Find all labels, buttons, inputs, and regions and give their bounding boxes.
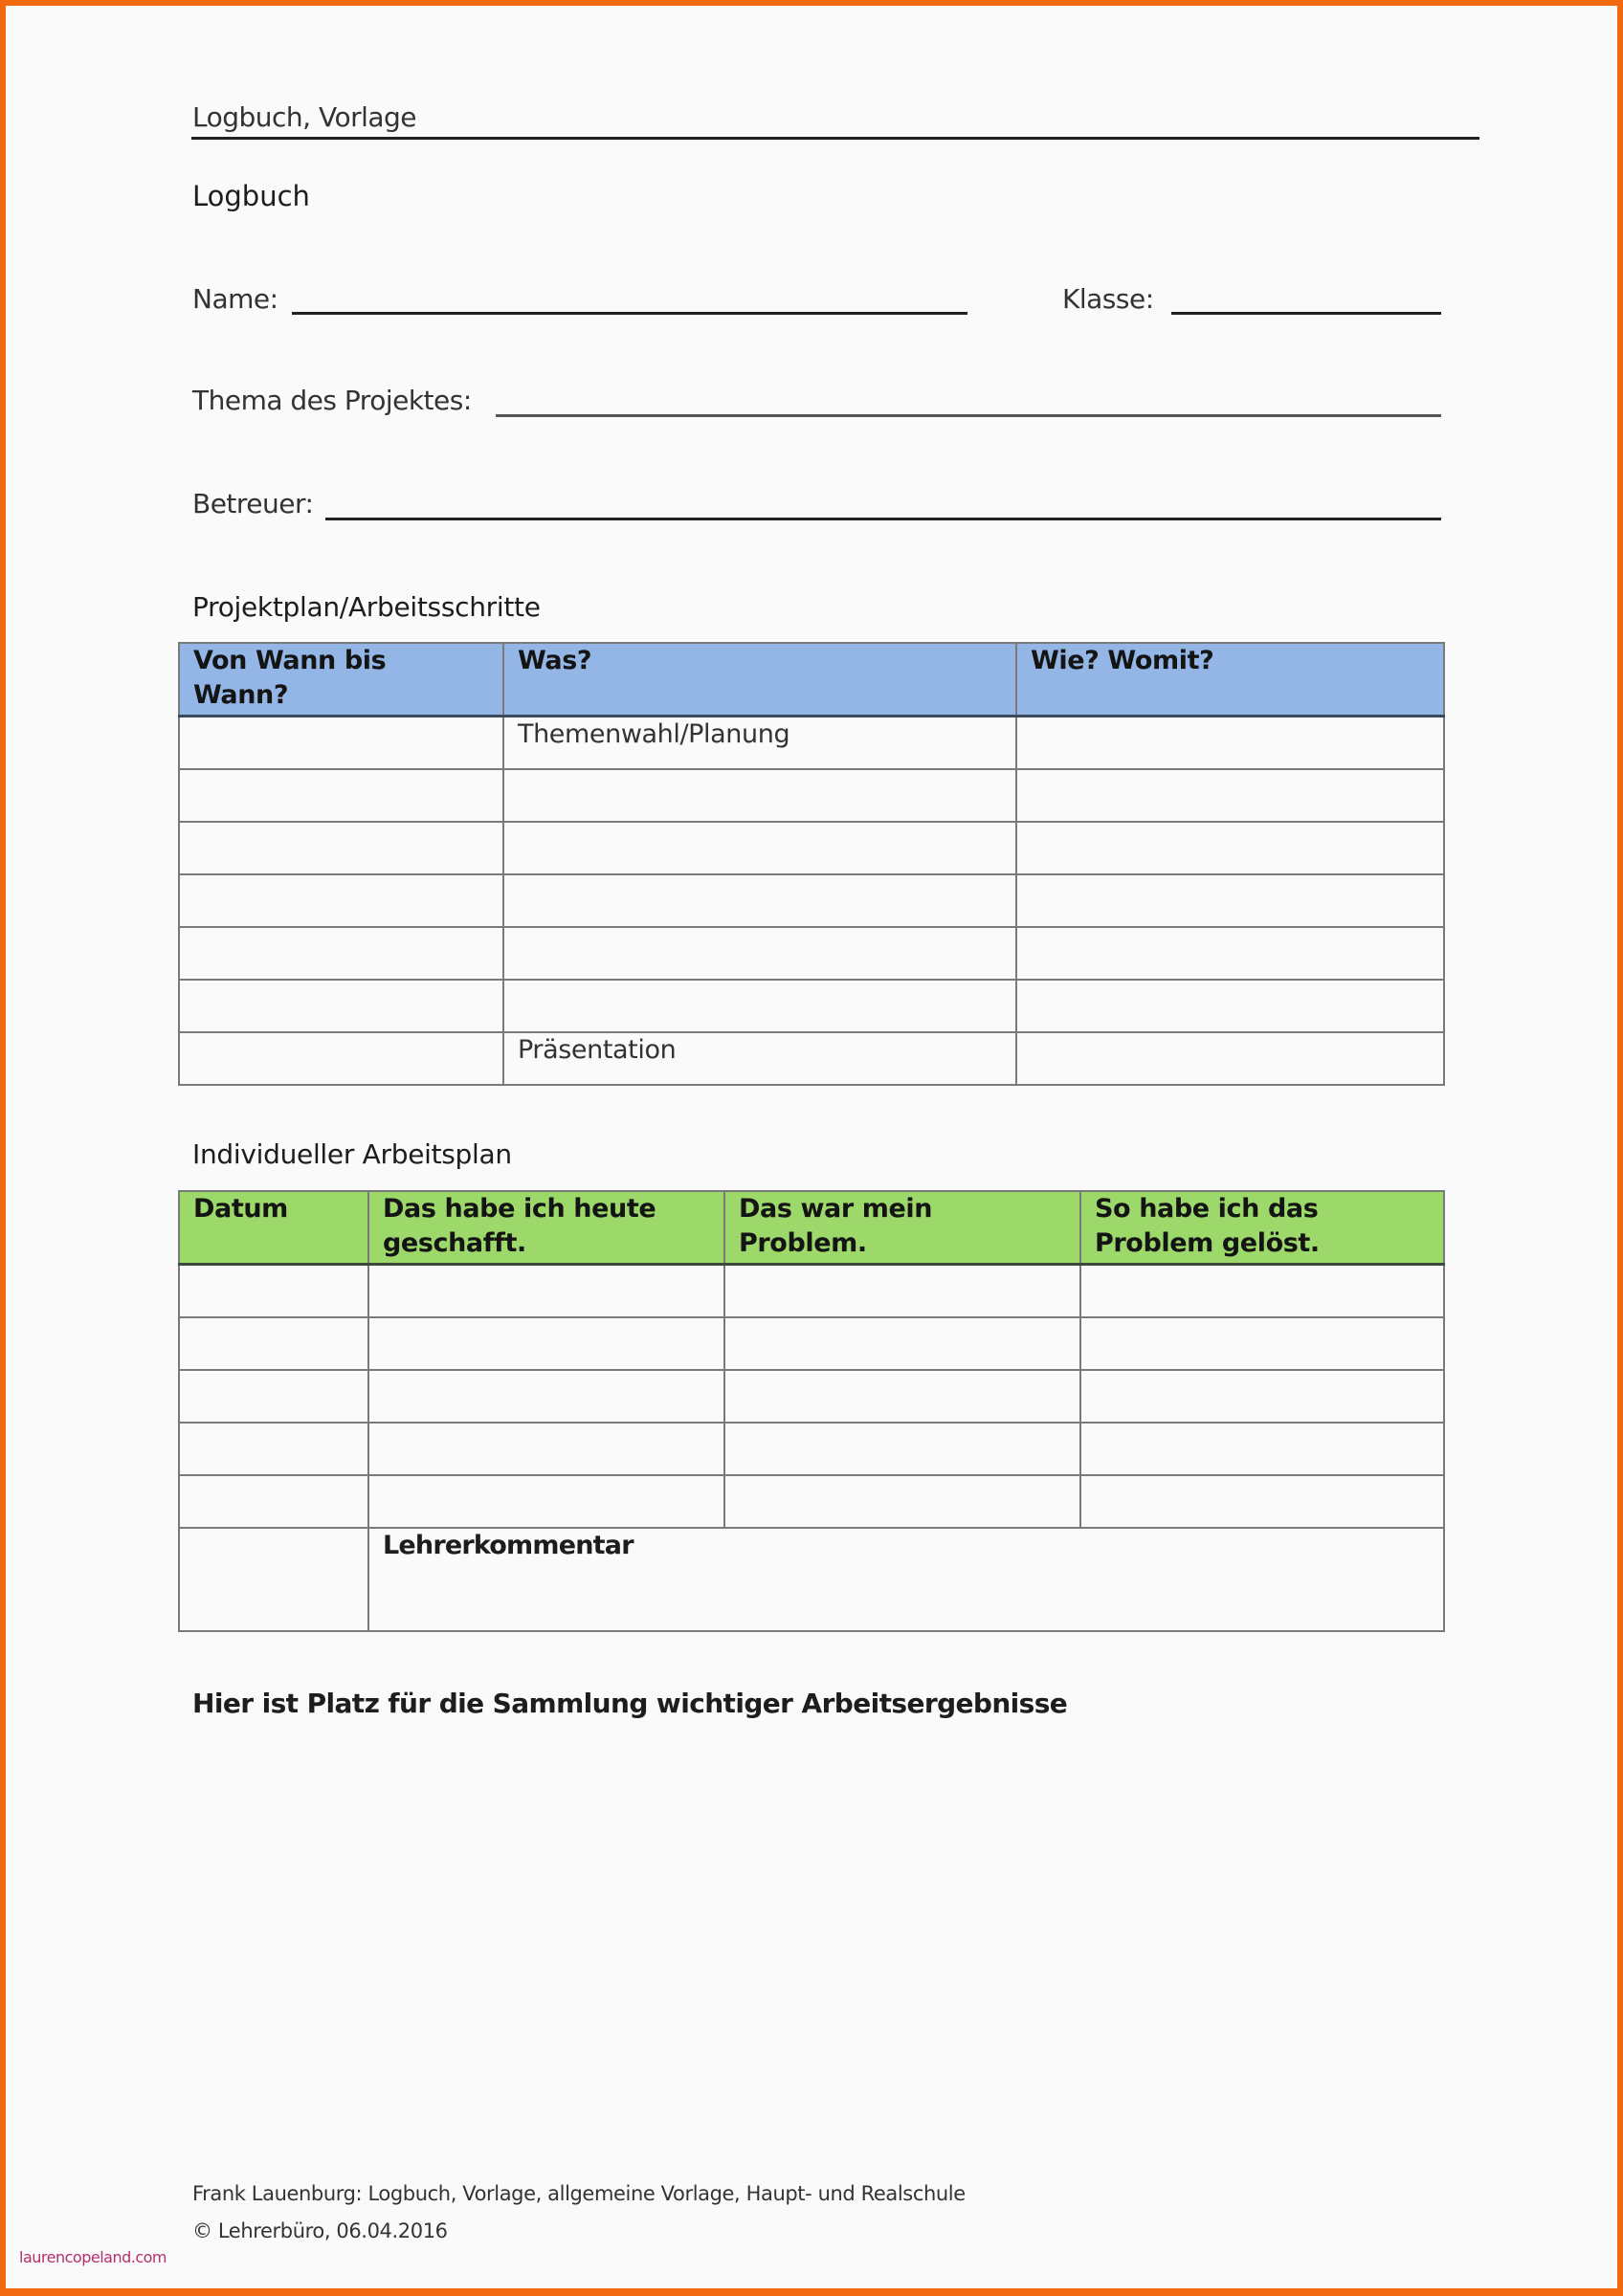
table-cell[interactable] <box>368 1475 724 1528</box>
table-row <box>179 980 1444 1032</box>
column-header-was: Was? <box>503 643 1016 717</box>
lehrerkommentar-row <box>179 1528 1444 1631</box>
table-cell[interactable]: Themenwahl/Planung <box>503 717 1016 769</box>
table-cell[interactable] <box>179 1032 503 1085</box>
table-cell[interactable] <box>368 1265 724 1317</box>
betreuer-label: Betreuer: <box>192 488 314 519</box>
table-cell[interactable] <box>368 1423 724 1475</box>
table-row <box>179 1370 1444 1423</box>
document-title: Logbuch <box>192 180 310 212</box>
arbeitsplan-header-row <box>179 1191 1444 1265</box>
column-header-geloest: So habe ich das Problem gelöst. <box>1080 1191 1444 1265</box>
table-cell[interactable] <box>724 1317 1080 1370</box>
footer-copyright: © Lehrerbüro, 06.04.2016 <box>192 2219 448 2242</box>
projektplan-title: Projektplan/Arbeitsschritte <box>192 591 541 623</box>
table-row <box>179 927 1444 980</box>
column-header-geschafft: Das habe ich heute geschafft. <box>368 1191 724 1265</box>
table-cell[interactable] <box>1016 874 1444 927</box>
projektplan-header-row <box>179 643 1444 717</box>
table-row <box>179 1265 1444 1317</box>
table-cell[interactable] <box>724 1475 1080 1528</box>
table-cell[interactable] <box>503 874 1016 927</box>
table-row <box>179 1423 1444 1475</box>
table-cell[interactable] <box>503 927 1016 980</box>
table-cell[interactable] <box>368 1317 724 1370</box>
column-header-datum: Datum <box>179 1191 368 1265</box>
table-cell[interactable] <box>179 1423 368 1475</box>
table-cell[interactable] <box>503 822 1016 874</box>
document-page <box>6 6 1617 2288</box>
table-cell[interactable] <box>724 1265 1080 1317</box>
table-cell[interactable] <box>1080 1265 1444 1317</box>
table-cell[interactable] <box>179 874 503 927</box>
table-cell[interactable] <box>1016 980 1444 1032</box>
table-cell[interactable] <box>179 1475 368 1528</box>
table-cell[interactable] <box>503 980 1016 1032</box>
table-cell[interactable] <box>724 1423 1080 1475</box>
table-cell[interactable] <box>1080 1317 1444 1370</box>
table-cell[interactable] <box>179 1265 368 1317</box>
table-row <box>179 1032 1444 1085</box>
table-row <box>179 717 1444 769</box>
table-row <box>179 1317 1444 1370</box>
table-cell[interactable] <box>1080 1370 1444 1423</box>
column-header-von-wann: Von Wann bis Wann? <box>179 643 503 717</box>
sammlung-title: Hier ist Platz für die Sammlung wichtiger Arbeitsergebnisse <box>192 1688 1068 1719</box>
table-cell[interactable] <box>179 717 503 769</box>
lehrerkommentar-cell[interactable] <box>368 1528 1444 1631</box>
table-cell[interactable] <box>179 822 503 874</box>
table-cell[interactable] <box>1016 927 1444 980</box>
table-cell[interactable] <box>503 769 1016 822</box>
table-cell[interactable] <box>179 980 503 1032</box>
table-cell[interactable] <box>1016 822 1444 874</box>
name-field[interactable] <box>292 312 967 315</box>
table-cell[interactable] <box>1080 1475 1444 1528</box>
table-cell[interactable] <box>179 1317 368 1370</box>
table-cell[interactable] <box>1080 1423 1444 1475</box>
projektplan-table <box>178 642 1445 1086</box>
thema-label: Thema des Projektes: <box>192 385 472 416</box>
footer-source: Frank Lauenburg: Logbuch, Vorlage, allgemeine Vorlage, Haupt- und Realschule <box>192 2182 966 2205</box>
name-label: Name: <box>192 283 278 315</box>
table-row <box>179 822 1444 874</box>
lehrerkommentar-label: Lehrerkommentar <box>383 1530 634 1560</box>
table-cell[interactable] <box>1016 769 1444 822</box>
header-rule <box>191 137 1479 140</box>
column-header-wie-womit: Wie? Womit? <box>1016 643 1444 717</box>
watermark: laurencopeland.com <box>19 2248 167 2266</box>
table-cell[interactable] <box>179 927 503 980</box>
table-cell[interactable] <box>724 1370 1080 1423</box>
table-row <box>179 874 1444 927</box>
table-cell[interactable] <box>1016 717 1444 769</box>
klasse-field[interactable] <box>1171 312 1441 315</box>
table-cell[interactable] <box>1016 1032 1444 1085</box>
table-cell[interactable] <box>179 1370 368 1423</box>
table-cell[interactable]: Präsentation <box>503 1032 1016 1085</box>
thema-field[interactable] <box>496 414 1441 417</box>
running-header: Logbuch, Vorlage <box>192 101 417 133</box>
column-header-problem: Das war mein Problem. <box>724 1191 1080 1265</box>
betreuer-field[interactable] <box>325 518 1441 520</box>
table-row <box>179 1475 1444 1528</box>
table-cell[interactable] <box>368 1370 724 1423</box>
table-cell[interactable] <box>179 769 503 822</box>
table-cell[interactable] <box>179 1528 368 1631</box>
arbeitsplan-table <box>178 1190 1445 1632</box>
table-row <box>179 769 1444 822</box>
arbeitsplan-title: Individueller Arbeitsplan <box>192 1138 512 1170</box>
klasse-label: Klasse: <box>1062 283 1154 315</box>
